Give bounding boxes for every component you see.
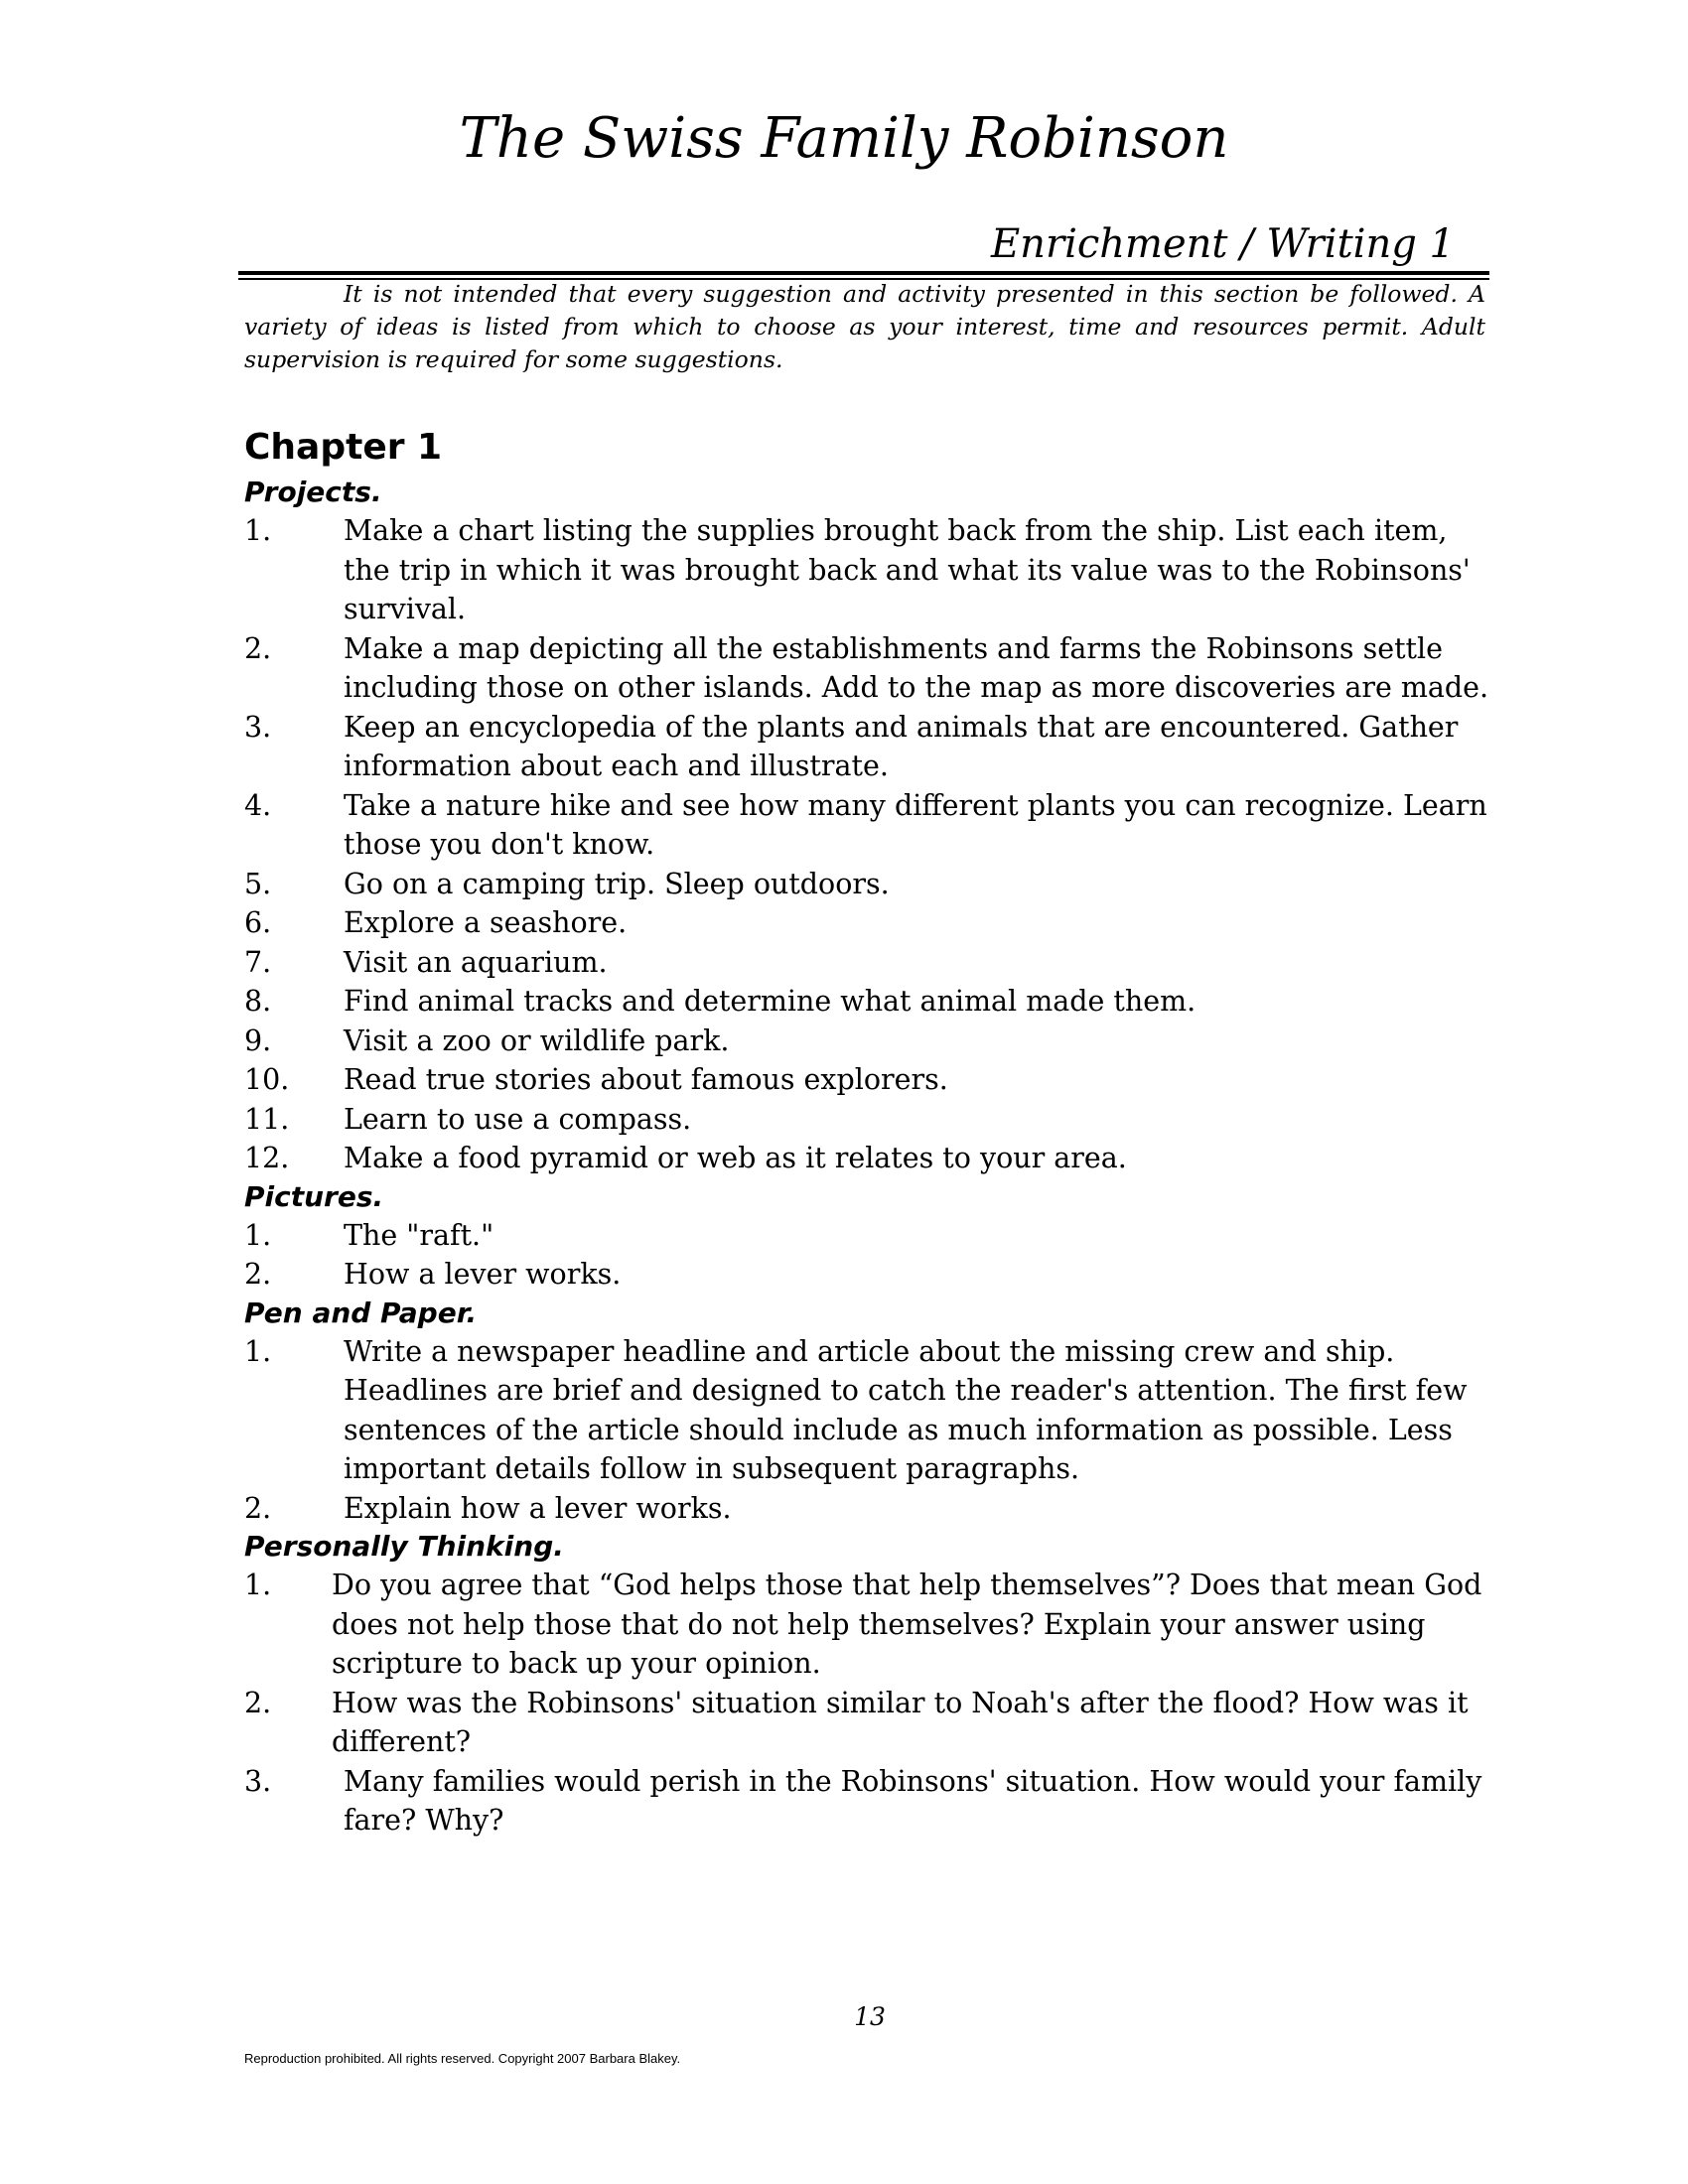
item-text: Visit an aquarium. [344,945,608,979]
page-number: 13 [854,2002,886,2031]
list-item [244,1684,1500,1762]
list-item [244,1022,1500,1061]
item-text: Explore a seashore. [344,906,628,939]
projects-list [244,511,1500,1178]
list-item [244,708,1500,786]
list-item [244,786,1500,865]
list-item [244,1489,1500,1529]
item-number: 2. [244,1491,272,1525]
list-item [244,1255,1500,1295]
item-number: 5. [244,867,272,900]
item-number: 1. [244,1569,272,1601]
item-number: 6. [244,906,272,939]
item-number: 1. [244,514,272,547]
main-content [244,422,1500,1841]
item-number: 10. [244,1063,290,1096]
personally-thinking-heading: Personally Thinking. [244,1530,564,1563]
item-number: 1. [244,1334,272,1368]
item-number: 2. [244,1686,272,1719]
list-item [244,1332,1500,1489]
section-subtitle: Enrichment / Writing 1 [990,221,1455,267]
item-text: Do you agree that “God helps those that help themselves”? Does that mean God does not help those that do not help themselves? Explain your answer using scripture to back up your opinion. [332,1569,1482,1680]
item-text: Keep an encyclopedia of the plants and animals that are encountered. Gather information about each and illustrate. [344,710,1459,782]
item-text: Make a map depicting all the establishments and farms the Robinsons settle including those on other islands. Add to the map as more discoveries are made. [344,631,1489,704]
list-item [244,982,1500,1022]
projects-heading: Projects. [244,476,382,508]
list-item [244,1216,1500,1256]
item-number: 9. [244,1024,272,1057]
item-text: Make a chart listing the supplies brought back from the ship. List each item, the trip in which it was brought back and what its value was to the Robinsons' survival. [344,514,1471,625]
list-item [244,511,1500,629]
item-text: Visit a zoo or wildlife park. [344,1024,730,1057]
pen-paper-list [244,1332,1500,1529]
item-text: Write a newspaper headline and article about the missing crew and ship. Headlines are brief and designed to catch the reader's attention. The first few sentences of the article should include as much information as possible. Less important details follow in subsequent paragraphs. [344,1334,1468,1485]
list-item [244,1100,1500,1140]
item-text: Go on a camping trip. Sleep outdoors. [344,867,890,900]
item-number: 2. [244,631,272,665]
item-number: 1. [244,1218,272,1252]
item-text: Learn to use a compass. [344,1102,692,1136]
list-item [244,865,1500,904]
item-text: How a lever works. [344,1258,622,1291]
item-text: Read true stories about famous explorers. [344,1063,948,1096]
list-item [244,1139,1500,1178]
list-item [244,629,1500,708]
pictures-list [244,1216,1500,1295]
item-text: The "raft." [344,1218,494,1252]
personally-thinking-list [244,1566,1500,1841]
intro-note: It is not intended that every suggestion and activity presented in this section be followed. A variety of ideas is listed from which to choose as your interest, time and resources permit. Adult supervision is required for some suggestions. [244,280,1485,373]
pen-paper-heading: Pen and Paper. [244,1296,478,1329]
item-number: 3. [244,1764,272,1798]
list-item [244,943,1500,983]
list-item [244,1762,1500,1841]
item-text: Find animal tracks and determine what animal made them. [344,985,1196,1018]
item-text: Take a nature hike and see how many different plants you can recognize. Learn those you don't know. [344,788,1487,861]
book-title: The Swiss Family Robinson [459,106,1229,171]
list-item [244,1060,1500,1100]
list-item [244,1566,1500,1684]
item-number: 3. [244,710,272,744]
list-item [244,903,1500,943]
item-number: 12. [244,1142,290,1174]
chapter-heading: Chapter 1 [244,427,443,468]
item-number: 4. [244,788,272,822]
item-text: Many families would perish in the Robinsons' situation. How would your family fare? Why? [344,1764,1482,1837]
item-text: Make a food pyramid or web as it relates to your area. [344,1142,1127,1174]
item-text: How was the Robinsons' situation similar to Noah's after the flood? How was it different? [332,1686,1469,1758]
item-number: 8. [244,985,272,1018]
item-text: Explain how a lever works. [344,1491,732,1525]
item-number: 7. [244,945,272,979]
item-number: 2. [244,1258,272,1291]
copyright-footer: Reproduction prohibited. All rights reserved. Copyright 2007 Barbara Blakey. [244,2051,681,2066]
pictures-heading: Pictures. [244,1179,384,1213]
item-number: 11. [244,1102,290,1136]
header-rule-thick [238,271,1489,275]
